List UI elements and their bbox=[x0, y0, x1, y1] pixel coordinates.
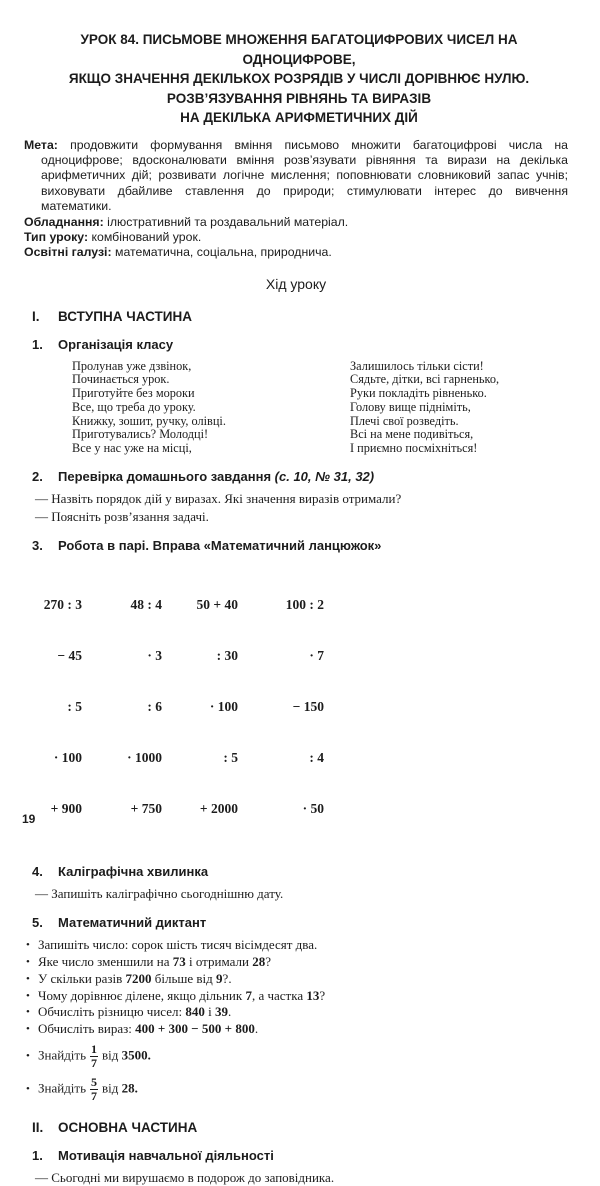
poem-line: Починається урок. bbox=[72, 372, 170, 387]
part-1-number: I. bbox=[32, 308, 40, 324]
section-1-title: Організація класу bbox=[58, 336, 174, 352]
poem-line: Залишилось тільки сісти! bbox=[350, 358, 484, 373]
part-2-title: ОСНОВНА ЧАСТИНА bbox=[58, 1119, 198, 1135]
section-5-number: 5. bbox=[32, 915, 43, 931]
dictation-list bbox=[24, 937, 568, 1103]
meta-lesson-type bbox=[24, 230, 568, 245]
poem-line: Пролунав уже дзвінок, bbox=[72, 358, 192, 373]
section-2-heading bbox=[24, 469, 568, 484]
teacher-prompt: — Запишіть каліграфічно сьогоднішню дату. bbox=[35, 886, 284, 902]
part-2-heading bbox=[24, 1120, 568, 1135]
poem-line: Приготувались? Молодці! bbox=[72, 427, 209, 442]
part-2-number: II. bbox=[32, 1119, 44, 1135]
section-motivation-title: Мотивація навчальної діяльності bbox=[58, 1147, 274, 1163]
course-flow-heading: Хід уроку bbox=[265, 275, 327, 292]
poem-left-column bbox=[72, 360, 350, 456]
chain-step: · 3 bbox=[147, 648, 162, 664]
greeting-poem bbox=[24, 360, 568, 456]
section-5-title: Математичний диктант bbox=[58, 915, 207, 931]
page-number: 19 bbox=[22, 812, 36, 826]
bullet-icon: • bbox=[26, 955, 30, 968]
chain-step: · 7 bbox=[309, 648, 324, 664]
meta-edu-domains-label: Освітні галузі: bbox=[24, 245, 112, 260]
meta-goal-label: Мета: bbox=[24, 137, 58, 152]
chain-step: − 150 bbox=[292, 699, 324, 715]
math-chain-table bbox=[24, 562, 568, 851]
chain-step: : 4 bbox=[309, 750, 324, 766]
poem-right-column bbox=[350, 360, 499, 456]
math-chain-column bbox=[24, 562, 82, 851]
chain-step: + 900 bbox=[50, 801, 82, 817]
poem-line: Приготуйте без мороки bbox=[72, 386, 195, 401]
poem-line: Все у нас уже на місці, bbox=[72, 440, 192, 455]
meta-lesson-type-label: Тип уроку: bbox=[24, 229, 89, 244]
meta-equipment-text: ілюстративний та роздавальний матеріал. bbox=[107, 214, 349, 229]
bullet-icon: • bbox=[26, 1083, 30, 1096]
fraction-sentence: Знайдіть $\frac{5}{7}$ від 28. bbox=[38, 1074, 138, 1104]
bullet-icon: • bbox=[26, 972, 30, 985]
chain-step: · 50 bbox=[302, 801, 324, 817]
math-chain-column bbox=[82, 562, 162, 851]
meta-edu-domains bbox=[24, 245, 568, 260]
section-1-number: 1. bbox=[32, 336, 43, 352]
section-4-heading bbox=[24, 864, 568, 879]
meta-lesson-type-text: комбінований урок. bbox=[91, 229, 202, 244]
part-1-heading bbox=[24, 309, 568, 324]
meta-equipment-label: Обладнання: bbox=[24, 214, 104, 229]
title-line: НА ДЕКІЛЬКА АРИФМЕТИЧНИХ ДІЙ bbox=[180, 110, 418, 125]
chain-step: 50 + 40 bbox=[196, 597, 238, 613]
lesson-meta-block bbox=[24, 138, 568, 261]
poem-line: Голову вище підніміть, bbox=[350, 399, 471, 414]
meta-edu-domains-text: математична, соціальна, природнича. bbox=[115, 245, 332, 260]
section-3-title: Робота в парі. Вправа «Математичний ланцюжок» bbox=[58, 538, 382, 554]
chain-step: 48 : 4 bbox=[130, 597, 162, 613]
section-2-reference: (с. 10, № 31, 32) bbox=[274, 468, 375, 484]
title-line: УРОК 84. ПИСЬМОВЕ МНОЖЕННЯ БАГАТОЦИФРОВИХ ЧИСЕЛ НА ОДНОЦИФРОВЕ, bbox=[80, 32, 518, 67]
section-5-heading bbox=[24, 915, 568, 930]
teacher-prompt: — Назвіть порядок дій у виразах. Які значення виразів отримали? bbox=[35, 490, 402, 506]
poem-line: І приємно посміхніться! bbox=[350, 440, 478, 455]
dictation-item-text: Обчисліть різницю чисел: 840 і 39. bbox=[38, 1004, 232, 1020]
dictation-fraction-item bbox=[24, 1043, 568, 1070]
chain-step: − 45 bbox=[57, 648, 82, 664]
dictation-item bbox=[24, 971, 568, 988]
bullet-icon: • bbox=[26, 1023, 30, 1036]
chain-step: · 100 bbox=[209, 699, 238, 715]
chain-step: : 5 bbox=[67, 699, 82, 715]
meta-goal-text: продовжити формування вміння письмово множити багатоцифрові числа на одноцифрове; вдосконалювати вміння розв’язувати рівняння та вирази на декілька арифметичних дій; розвивати логічне мислення; поповнювати словниковий запас учнів; виховувати дбайливе ставлення до природи; стимулювати інтерес до вивчення математики. bbox=[41, 137, 568, 214]
section-1-heading bbox=[24, 337, 568, 352]
poem-line: Всі на мене подивіться, bbox=[350, 427, 474, 442]
chain-step: + 2000 bbox=[199, 801, 238, 817]
dictation-item bbox=[24, 954, 568, 971]
dictation-item bbox=[24, 1021, 568, 1038]
section-motivation-number: 1. bbox=[32, 1147, 43, 1163]
section-3-heading bbox=[24, 538, 568, 553]
math-chain-column bbox=[238, 562, 324, 851]
fraction-sentence: Знайдіть $\frac{1}{7}$ від 3500. bbox=[38, 1041, 151, 1071]
teacher-prompt: — Сьогодні ми вирушаємо в подорож до заповідника. bbox=[35, 1169, 335, 1185]
section-3-number: 3. bbox=[32, 538, 43, 554]
dictation-fraction-item bbox=[24, 1076, 568, 1103]
chain-step: · 1000 bbox=[127, 750, 162, 766]
section-2-number: 2. bbox=[32, 468, 43, 484]
dictation-item-text: У скільки разів 7200 більше від 9?. bbox=[38, 970, 232, 986]
poem-line: Руки покладіть рівненько. bbox=[350, 386, 487, 401]
dictation-item-text: Чому дорівнює ділене, якщо дільник 7, а частка 13? bbox=[38, 987, 326, 1003]
bullet-icon: • bbox=[26, 989, 30, 1002]
meta-equipment bbox=[24, 215, 568, 230]
teacher-prompt: — Поясніть розв’язання задачі. bbox=[35, 509, 209, 525]
page-title bbox=[34, 30, 564, 128]
bullet-icon: • bbox=[26, 1050, 30, 1063]
chain-step: : 6 bbox=[147, 699, 162, 715]
chain-step: : 30 bbox=[216, 648, 238, 664]
dictation-item bbox=[24, 988, 568, 1005]
chain-step: : 5 bbox=[223, 750, 238, 766]
poem-line: Плечі свої розведіть. bbox=[350, 413, 459, 428]
bullet-icon: • bbox=[26, 939, 30, 952]
section-4-title: Каліграфічна хвилинка bbox=[58, 864, 209, 880]
poem-line: Все, що треба до уроку. bbox=[72, 399, 196, 414]
poem-line: Книжку, зошит, ручку, олівці. bbox=[72, 413, 226, 428]
meta-goal bbox=[24, 138, 568, 215]
bullet-icon: • bbox=[26, 1006, 30, 1019]
dictation-item-text: Запишіть число: сорок шість тисяч вісімдесят два. bbox=[38, 937, 318, 953]
chain-step: 100 : 2 bbox=[285, 597, 324, 613]
fraction-one-seventh: $\frac{1}{7}$ bbox=[91, 1041, 98, 1071]
section-2-title: Перевірка домашнього завдання (с. 10, № 31, 32) bbox=[58, 468, 375, 484]
dictation-item-text: Обчисліть вираз: 400 + 300 − 500 + 800. bbox=[38, 1021, 259, 1037]
title-line: РОЗВ’ЯЗУВАННЯ РІВНЯНЬ ТА ВИРАЗІВ bbox=[166, 90, 432, 106]
title-line: ЯКЩО ЗНАЧЕННЯ ДЕКІЛЬКОХ РОЗРЯДІВ У ЧИСЛІ ДОРІВНЮЄ НУЛЮ. bbox=[68, 71, 530, 86]
dictation-item bbox=[24, 937, 568, 954]
fraction-five-sevenths: $\frac{5}{7}$ bbox=[91, 1074, 98, 1104]
dictation-item-text: Яке число зменшили на 73 і отримали 28? bbox=[38, 953, 271, 969]
chain-step: · 100 bbox=[53, 750, 82, 766]
part-1-title: ВСТУПНА ЧАСТИНА bbox=[58, 308, 193, 324]
math-chain-column bbox=[162, 562, 238, 851]
dictation-item bbox=[24, 1004, 568, 1021]
section-4-number: 4. bbox=[32, 864, 43, 880]
poem-line: Сядьте, дітки, всі гарненько, bbox=[350, 372, 500, 387]
chain-step: + 750 bbox=[130, 801, 162, 817]
chain-step: 270 : 3 bbox=[43, 597, 82, 613]
section-motivation-heading bbox=[24, 1148, 568, 1163]
